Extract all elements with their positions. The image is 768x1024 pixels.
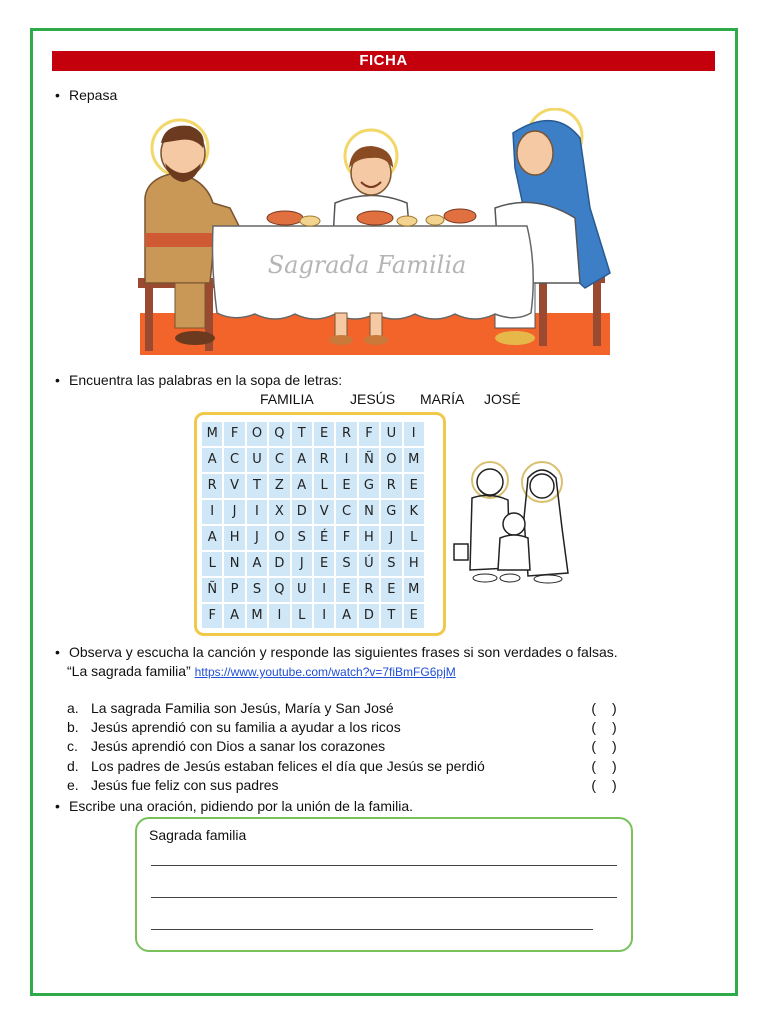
grid-cell[interactable]: É [313,525,335,551]
writing-line-3[interactable] [151,929,593,930]
grid-cell[interactable]: I [246,499,268,525]
statement-letter: c. [67,738,78,755]
grid-cell[interactable]: S [380,551,402,577]
youtube-link[interactable]: https://www.youtube.com/watch?v=7fiBmFG6pjM [194,665,456,679]
grid-cell[interactable]: L [313,473,335,499]
grid-cell[interactable]: C [335,499,357,525]
grid-cell[interactable]: I [403,421,425,447]
page-title: FICHA [52,51,715,71]
grid-cell[interactable]: A [201,525,223,551]
grid-cell[interactable]: R [201,473,223,499]
grid-cell[interactable]: C [268,447,290,473]
grid-cell[interactable]: H [358,525,380,551]
song-line [67,662,456,681]
grid-cell[interactable]: E [335,577,357,603]
grid-cell[interactable]: F [358,421,380,447]
statement-text: Jesús aprendió con su familia a ayudar a los ricos [91,719,401,736]
grid-cell[interactable]: R [358,577,380,603]
word-search-box [194,412,446,636]
grid-cell[interactable]: T [291,421,313,447]
grid-cell[interactable]: X [268,499,290,525]
grid-cell[interactable]: T [246,473,268,499]
bowl-left [267,211,303,225]
statement-text: Jesús aprendió con Dios a sanar los corazones [91,738,386,755]
grid-cell[interactable]: J [246,525,268,551]
answer-parentheses[interactable]: ( ) [591,738,623,755]
grid-cell[interactable]: I [313,577,335,603]
prayer-answer-box[interactable] [135,817,633,952]
grid-cell[interactable]: L [403,525,425,551]
answer-parentheses[interactable]: ( ) [591,700,623,716]
grid-cell[interactable]: Ñ [201,577,223,603]
bullet-repasa: • Repasa [55,87,118,103]
word-jose: JOSÉ [484,391,521,407]
statement-row [67,718,627,737]
grid-cell[interactable]: H [223,525,245,551]
grid-cell[interactable]: U [291,577,313,603]
grid-cell[interactable]: M [403,577,425,603]
grid-cell[interactable]: J [223,499,245,525]
grid-cell[interactable]: T [380,603,402,629]
grid-cell[interactable]: O [246,421,268,447]
grid-cell[interactable]: A [246,551,268,577]
grid-cell[interactable]: D [358,603,380,629]
bullet-prayer: • Escribe una oración, pidiendo por la unión de la familia. [55,798,413,814]
holy-family-table-illustration [135,108,615,358]
prayer-box-label: Sagrada familia [149,827,247,843]
grid-cell[interactable]: A [223,603,245,629]
grid-cell[interactable]: U [380,421,402,447]
grid-cell[interactable]: Q [268,421,290,447]
grid-cell[interactable]: I [335,447,357,473]
grid-cell[interactable]: E [403,473,425,499]
grid-cell[interactable]: A [201,447,223,473]
grid-cell[interactable]: E [335,473,357,499]
grid-cell[interactable]: A [291,447,313,473]
grid-cell[interactable]: S [246,577,268,603]
statement-row [67,757,627,776]
grid-cell[interactable]: K [403,499,425,525]
grid-cell[interactable]: G [358,473,380,499]
writing-line-1[interactable] [151,865,617,866]
bowl-center [357,211,393,225]
statement-row [67,776,627,795]
answer-parentheses[interactable]: ( ) [591,776,623,793]
grid-cell[interactable]: E [403,603,425,629]
grid-cell[interactable]: E [313,421,335,447]
word-search-grid [201,421,439,629]
grid-cell[interactable]: U [246,447,268,473]
grid-cell[interactable]: Ú [358,551,380,577]
grid-cell[interactable]: J [380,525,402,551]
grid-cell[interactable]: R [313,447,335,473]
grid-cell[interactable]: I [201,499,223,525]
word-jesus: JESÚS [350,391,396,407]
statement-letter: b. [67,719,79,736]
grid-cell[interactable]: N [223,551,245,577]
grid-cell[interactable]: M [201,421,223,447]
grid-cell[interactable]: E [380,577,402,603]
statement-row [67,699,627,718]
statement-letter: e. [67,776,79,793]
grid-cell[interactable]: M [403,447,425,473]
word-maria: MARÍA [420,391,465,407]
statement-letter: a. [67,700,79,716]
grid-cell[interactable]: L [201,551,223,577]
statement-text: La sagrada Familia son Jesús, María y San José [91,700,394,716]
grid-cell[interactable]: I [268,603,290,629]
answer-parentheses[interactable]: ( ) [591,719,623,736]
true-false-list [67,699,627,795]
grid-cell[interactable]: F [223,421,245,447]
statement-text: Los padres de Jesús estaban felices el día que Jesús se perdió [91,757,485,774]
grid-cell[interactable]: Z [268,473,290,499]
bullet-word-search-text: Encuentra las palabras en la sopa de letras: [69,372,343,388]
grid-cell[interactable]: M [246,603,268,629]
grid-cell[interactable]: S [335,551,357,577]
grid-cell[interactable]: R [380,473,402,499]
bullet-prayer-text: Escribe una oración, pidiendo por la unión de la familia. [69,798,413,814]
bowl-right [444,209,476,223]
grid-cell[interactable]: Ñ [358,447,380,473]
grid-cell[interactable]: Q [268,577,290,603]
table-inscription: Sagrada Familia [267,251,467,279]
holy-family-drawing [450,458,580,588]
grid-cell[interactable]: O [380,447,402,473]
grid-cell[interactable]: D [291,499,313,525]
grid-cell[interactable]: C [223,447,245,473]
grid-cell[interactable]: F [335,525,357,551]
grid-cell[interactable]: S [291,525,313,551]
grid-cell[interactable]: V [313,499,335,525]
song-title: “La sagrada familia” [67,663,191,679]
bullet-song-text: Observa y escucha la canción y responde las siguientes frases si son verdades o falsas. [69,644,618,660]
word-familia: FAMILIA [260,391,314,407]
grid-cell[interactable]: N [358,499,380,525]
statement-row [67,737,627,756]
grid-cell[interactable]: H [403,551,425,577]
grid-cell[interactable]: J [291,551,313,577]
grid-cell[interactable]: V [223,473,245,499]
writing-line-2[interactable] [151,897,617,898]
statement-text: Jesús fue feliz con sus padres [91,776,279,793]
grid-cell[interactable]: P [223,577,245,603]
grid-cell[interactable]: R [335,421,357,447]
grid-cell[interactable]: O [268,525,290,551]
answer-parentheses[interactable]: ( ) [591,757,623,774]
grid-cell[interactable]: A [335,603,357,629]
bullet-song: • Observa y escucha la canción y responde las siguientes frases si son verdades o falsas. [55,644,618,660]
grid-cell[interactable]: G [380,499,402,525]
grid-cell[interactable]: F [201,603,223,629]
grid-cell[interactable]: L [291,603,313,629]
bullet-repasa-text: Repasa [69,87,118,103]
grid-cell[interactable]: A [291,473,313,499]
grid-cell[interactable]: I [313,603,335,629]
grid-cell[interactable]: D [268,551,290,577]
grid-cell[interactable]: E [313,551,335,577]
statement-letter: d. [67,757,79,774]
bullet-word-search: • Encuentra las palabras en la sopa de letras: [55,372,343,388]
